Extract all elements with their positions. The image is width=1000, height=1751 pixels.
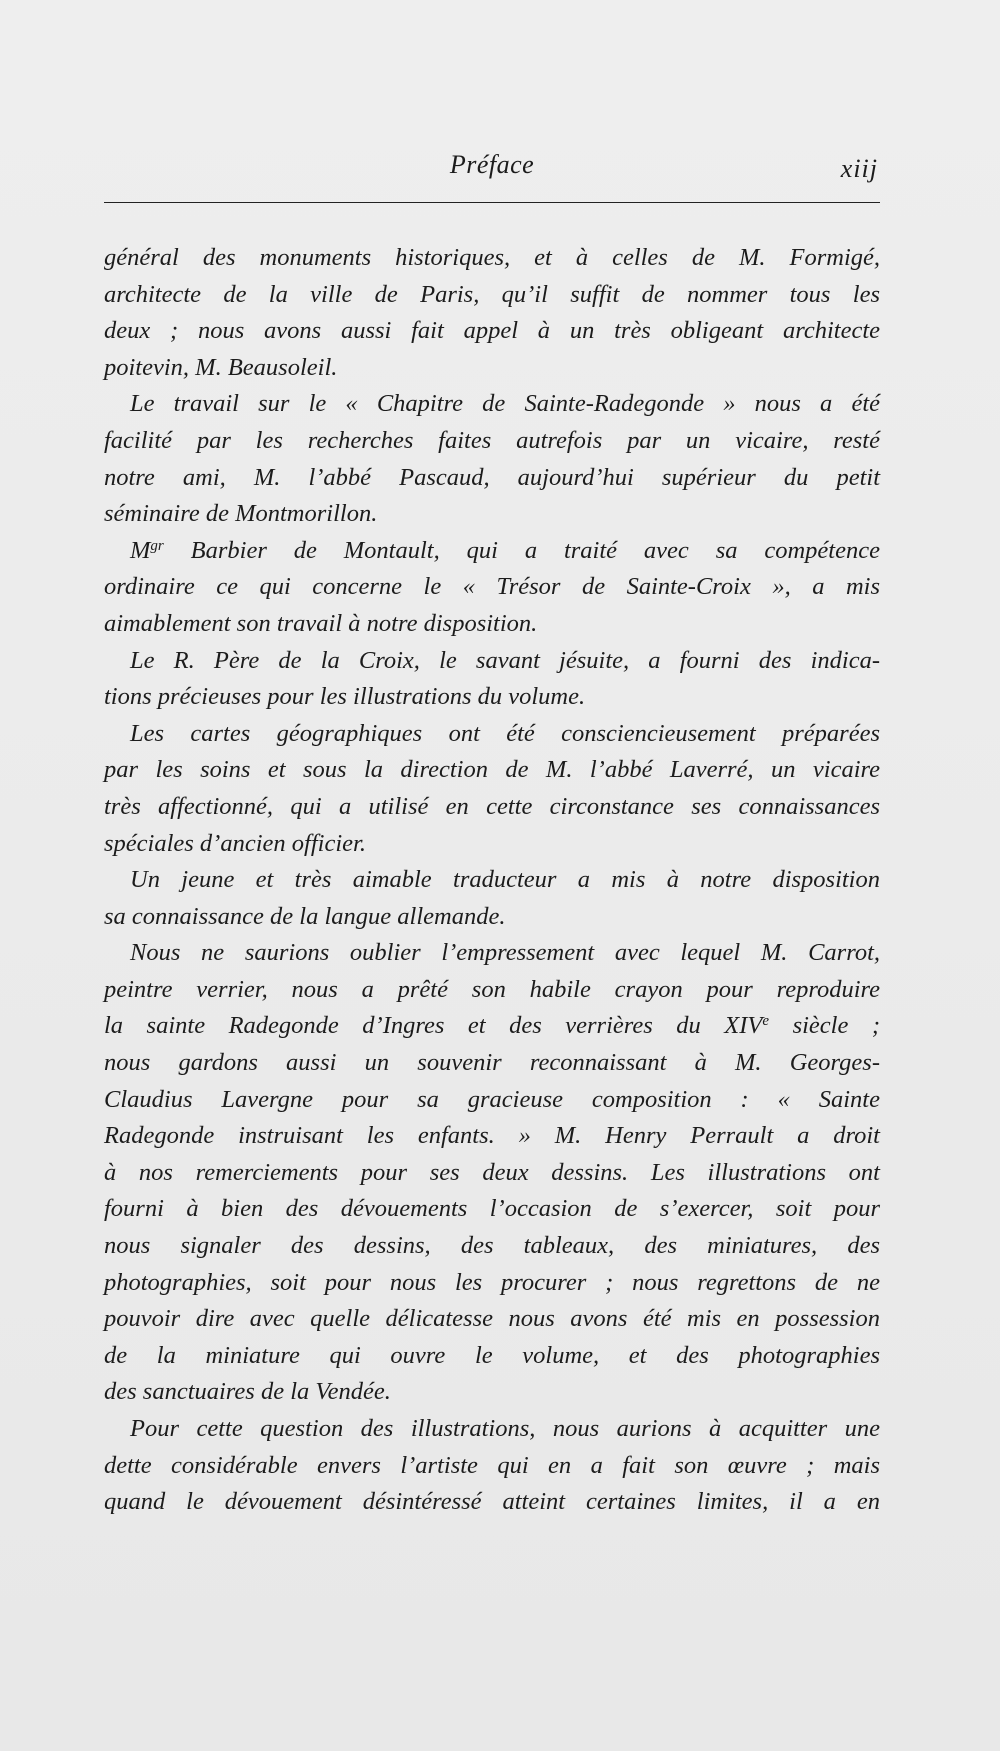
superscript: gr (150, 537, 164, 554)
text-line: spéciales d’ancien officier. (104, 829, 366, 857)
text-line (104, 1008, 880, 1045)
text-line: deux ; nous avons aussi fait appel à un très obligeant architecte (104, 317, 880, 345)
text-line: Un jeune et très aimable traducteur a mis à notre disposition (130, 866, 880, 894)
line-text: siècle ; (769, 1012, 880, 1040)
text-line: des sanctuaires de la Vendée. (104, 1378, 391, 1406)
text-line: Radegonde instruisant les enfants. » M. Henry Perrault a droit (104, 1122, 880, 1150)
text-line: très affectionné, qui a utilisé en cette circonstance ses connaissances (104, 792, 880, 820)
text-line: photographies, soit pour nous les procurer ; nous regrettons de ne (104, 1268, 880, 1296)
text-line: à nos remerciements pour ses deux dessins. Les illustrations ont (104, 1158, 880, 1186)
text-line: quand le dévouement désintéressé atteint certaines limites, il a en (104, 1488, 880, 1516)
line-prefix: M (130, 536, 151, 564)
text-line: dette considérable envers l’artiste qui en a fait son œuvre ; mais (104, 1451, 880, 1479)
line-text: Barbier de Montault, qui a traité avec sa compétence (163, 536, 880, 564)
line-prefix: la sainte Radegonde d’Ingres et des verrières du XIV (104, 1012, 763, 1040)
running-head (104, 150, 880, 196)
text-line: facilité par les recherches faites autrefois par un vicaire, resté (104, 426, 880, 454)
text-line: aimablement son travail à notre disposition. (104, 609, 538, 637)
text-line: séminaire de Montmorillon. (104, 500, 378, 528)
text-line: fourni à bien des dévouements l’occasion de s’exercer, soit pour (104, 1195, 880, 1223)
text-line: nous signaler des dessins, des tableaux, des miniatures, des (104, 1232, 880, 1260)
text-line: Nous ne saurions oublier l’empressement avec lequel M. Carrot, (130, 939, 880, 967)
text-line: pouvoir dire avec quelle délicatesse nous avons été mis en possession (104, 1305, 880, 1333)
text-line: poitevin, M. Beausoleil. (104, 353, 338, 381)
text-line: tions précieuses pour les illustrations du volume. (104, 683, 586, 711)
text-line: de la miniature qui ouvre le volume, et des photographies (104, 1341, 880, 1369)
text-line: ordinaire ce qui concerne le « Trésor de Sainte-Croix », a mis (104, 573, 880, 601)
text-line: nous gardons aussi un souvenir reconnaissant à M. Georges- (104, 1049, 880, 1077)
text-line: Les cartes géographiques ont été consciencieusement préparées (130, 719, 880, 747)
body-text (104, 240, 880, 1521)
text-line: par les soins et sous la direction de M. l’abbé Laverré, un vicaire (104, 756, 880, 784)
text-line: Le travail sur le « Chapitre de Sainte-Radegonde » nous a été (130, 390, 880, 418)
text-line: Claudius Lavergne pour sa gracieuse composition : « Sainte (104, 1085, 880, 1113)
text-line: notre ami, M. l’abbé Pascaud, aujourd’hui supérieur du petit (104, 463, 880, 491)
text-line: architecte de la ville de Paris, qu’il suffit de nommer tous les (104, 280, 880, 308)
page-number: xiij (840, 154, 878, 183)
superscript: e (762, 1013, 770, 1030)
header-rule (104, 202, 880, 203)
text-line (104, 533, 880, 570)
text-line: peintre verrier, nous a prêté son habile crayon pour reproduire (104, 975, 880, 1003)
text-line: général des monuments historiques, et à celles de M. Formigé, (104, 244, 880, 271)
text-line: Pour cette question des illustrations, nous aurions à acquitter une (130, 1415, 880, 1442)
running-title: Préface (449, 150, 535, 179)
text-line: Le R. Père de la Croix, le savant jésuite, a fourni des indica- (130, 646, 880, 674)
text-line: sa connaissance de la langue allemande. (104, 902, 506, 930)
